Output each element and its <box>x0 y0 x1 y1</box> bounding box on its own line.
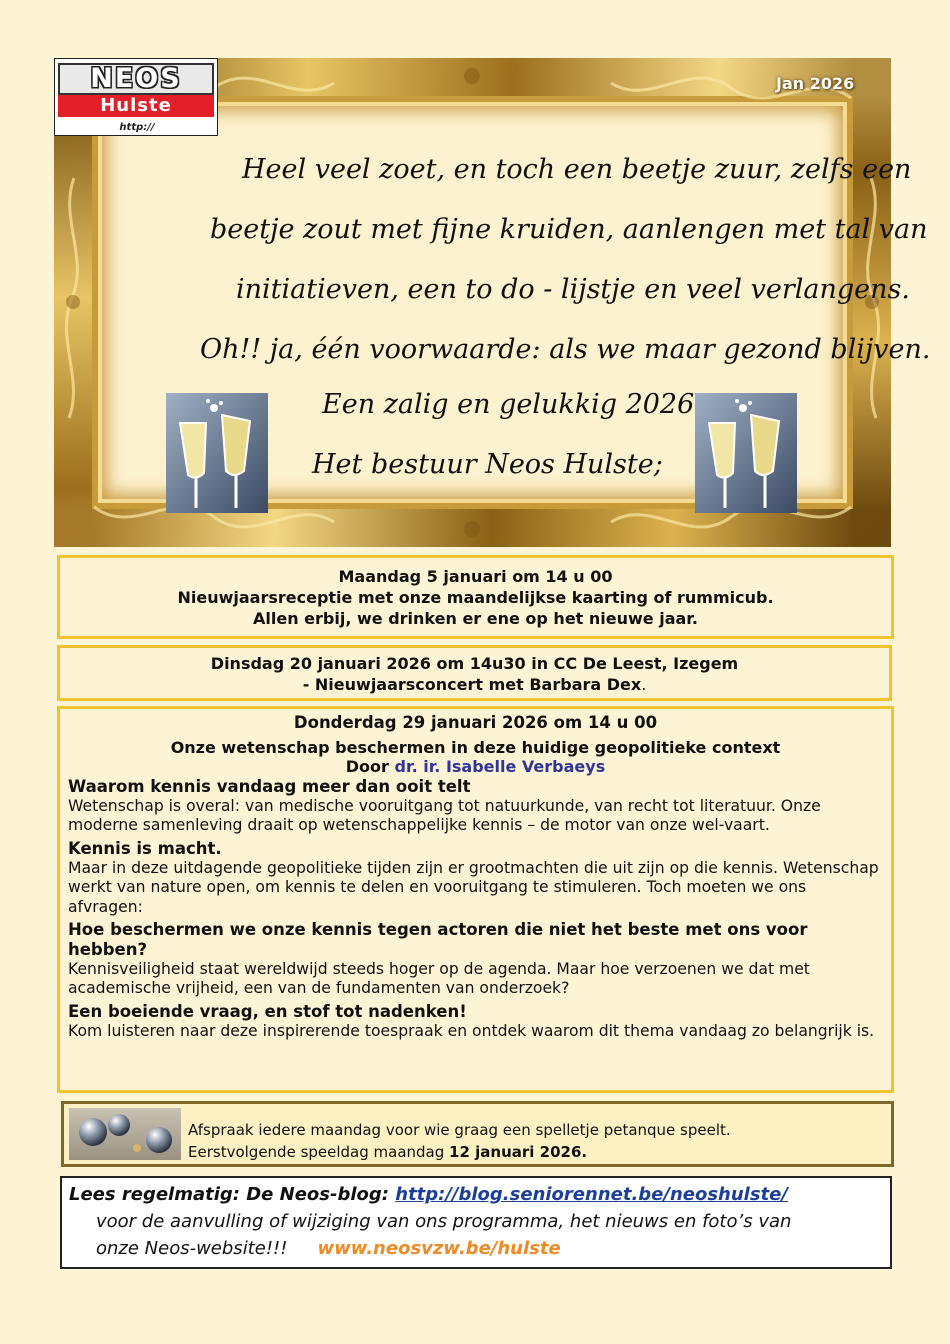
lecture-title: Onze wetenschap beschermen in deze huidige geopolitieke context <box>170 738 781 757</box>
speaker-name: dr. ir. Isabelle Verbaeys <box>394 757 606 776</box>
greeting-line: Het bestuur Neos Hulste; <box>312 449 663 480</box>
logo-neos-text: NEOS <box>58 63 214 95</box>
section-text: Wetenschap is overal: van medische vooruitgang tot natuurkunde, van recht tot literatuur. Onze moderne samenleving draait op wetenschappelijke kennis – de motor van onze wel-vaart. <box>68 797 821 835</box>
greeting-line: Een zalig en gelukkig 2026 <box>322 389 695 420</box>
petanque-date: 12 januari 2026. <box>449 1143 588 1161</box>
petanque-line-prefix: Eerstvolgende speeldag maandag <box>188 1143 450 1161</box>
section-heading: Waarom kennis vandaag meer dan ooit telt <box>68 777 471 796</box>
greeting-line: beetje zout met fijne kruiden, aanlengen met tal van <box>210 214 928 245</box>
section-text: Kennisveiligheid staat wereldwijd steeds hoger op de agenda. Maar hoe verzoenen we dat met academische vrijheid, een van de fundamenten van onderzoek? <box>68 960 810 998</box>
greeting-line: Oh!! ja, één voorwaarde: als we maar gezond blijven. <box>200 334 931 365</box>
event-date: Donderdag 29 januari 2026 om 14 u 00 <box>293 713 658 732</box>
blog-text-end: onze Neos-website!!! <box>96 1238 288 1259</box>
event-description: Nieuwjaarsreceptie met onze maandelijkse kaarting of rummicub. <box>177 588 774 607</box>
event-note: Allen erbij, we drinken er ene op het nieuwe jaar. <box>253 609 698 628</box>
greeting-line: Heel veel zoet, en toch een beetje zuur, zelfs een <box>242 154 912 185</box>
event-date: Maandag 5 januari om 14 u 00 <box>338 567 613 586</box>
event-date: Dinsdag 20 januari 2026 om 14u30 in CC De Leest, Izegem <box>210 654 739 673</box>
section-heading: Een boeiende vraag, en stof tot nadenken! <box>68 1001 467 1021</box>
event-new-year-concert <box>57 645 892 701</box>
champagne-glasses-left-icon <box>166 393 268 513</box>
champagne-glasses-right-icon <box>695 393 797 513</box>
section-heading: Kennis is macht. <box>68 838 222 858</box>
logo-hulste-text: Hulste <box>58 95 214 117</box>
section-text: Maar in deze uitdagende geopolitieke tijden zijn er grootmachten die uit zijn op die kennis. Wetenschap werkt van nature open, om kennis te delen en vooruitgang te stimuleren. Toch moeten we ons afvragen: <box>68 858 879 916</box>
petanque-line: Afspraak iedere maandag voor wie graag een spelletje petanque speelt. <box>188 1121 731 1139</box>
blog-lead: Lees regelmatig: De Neos-blog: <box>69 1184 396 1205</box>
section-text: Kom luisteren naar deze inspirerende toespraak en ontdek waarom dit thema vandaag zo belangrijk is. <box>68 1021 875 1040</box>
event-description: - Nieuwjaarsconcert met Barbara Dex <box>302 675 642 694</box>
section-heading: Hoe beschermen we onze kennis tegen actoren die niet het beste met ons voor hebben? <box>68 920 808 960</box>
event-new-year-reception <box>57 555 894 639</box>
logo-url-text: http:// <box>119 122 155 133</box>
event-description-end: . <box>641 675 647 694</box>
neos-hulste-logo <box>54 58 218 136</box>
website-link[interactable]: www.neosvzw.be/hulste <box>317 1238 561 1259</box>
blog-link[interactable]: http://blog.seniorennet.be/neoshulste/ <box>395 1184 788 1205</box>
event-lecture <box>57 706 894 1093</box>
blog-footer <box>60 1176 892 1269</box>
issue-date: Jan 2026 <box>776 74 855 93</box>
by-label: Door <box>345 757 395 776</box>
petanque-notice <box>61 1101 894 1167</box>
blog-text: voor de aanvulling of wijziging van ons programma, het nieuws en foto’s van <box>96 1211 792 1232</box>
greeting-line: initiatieven, een to do - lijstje en veel verlangens. <box>236 274 910 305</box>
petanque-balls-icon <box>69 1108 181 1160</box>
